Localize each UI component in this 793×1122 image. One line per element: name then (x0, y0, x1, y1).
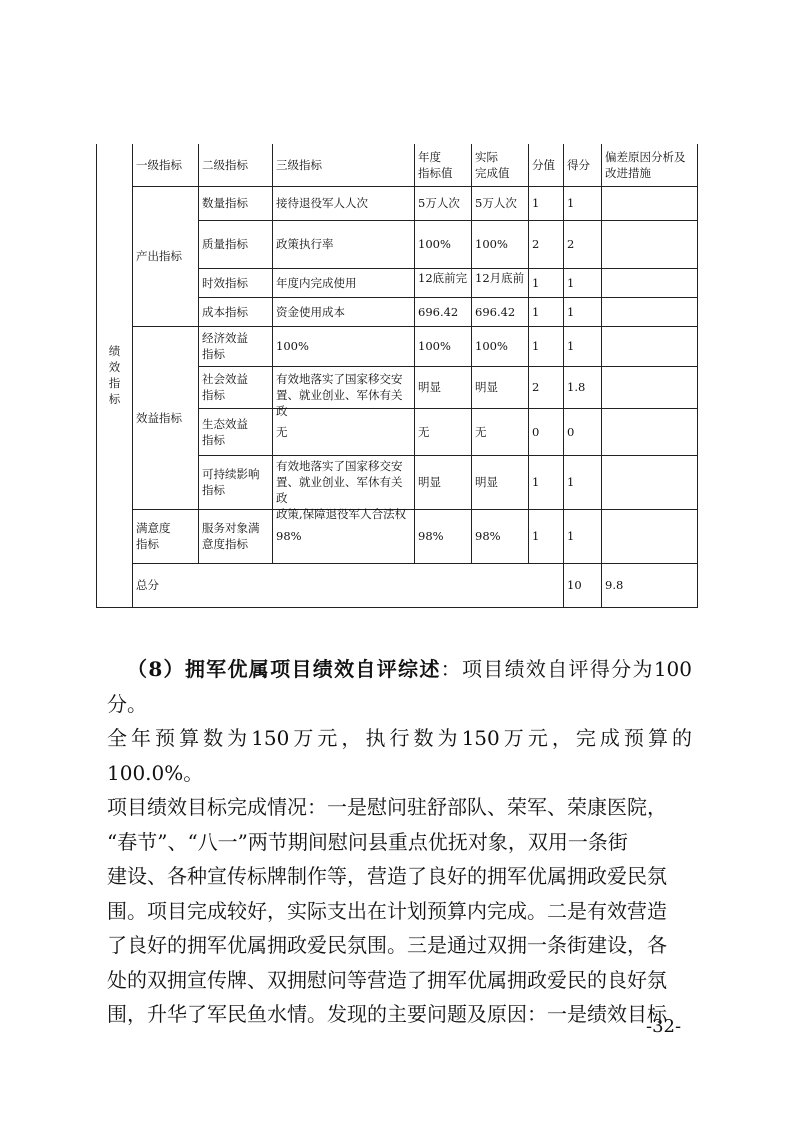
cell-level3: 年度内完成使用 (273, 268, 415, 297)
total-row (97, 563, 698, 607)
cell-deviation (602, 408, 698, 455)
cell-score: 1 (564, 326, 602, 366)
performance-table (96, 144, 698, 608)
cell-target: 98% (415, 509, 472, 563)
paragraph-line: 围。项目完成较好，实际支出在计划预算内完成。二是有效营造 (107, 898, 667, 923)
cell-actual: 100% (472, 220, 529, 268)
cell-value: 1 (529, 297, 564, 326)
paragraph-line: （8）拥军优属项目绩效自评综述：项目绩效自评得分为100分。 (107, 657, 692, 716)
cell-actual: 明显 (472, 455, 529, 509)
cell-level3: 100% (273, 326, 415, 366)
header-actual: 实际 完成值 (472, 144, 529, 186)
paragraph-line: 建设、各种宣传标牌制作等，营造了良好的拥军优属拥政爱民氛 (107, 864, 667, 888)
cell-deviation (602, 268, 698, 297)
summary-paragraph (107, 652, 692, 1032)
cell-target: 明显 (415, 366, 472, 408)
header-score-value: 分值 (529, 144, 564, 186)
cell-value: 1 (529, 326, 564, 366)
cell-target: 100% (415, 326, 472, 366)
output-group-cell: 产出指标 (133, 186, 199, 326)
cell-deviation (602, 220, 698, 268)
side-label-char: 绩 (108, 344, 121, 359)
cell-deviation (602, 366, 698, 408)
cell-actual: 98% (472, 509, 529, 563)
cell-value: 1 (529, 186, 564, 220)
header-score: 得分 (564, 144, 602, 186)
cell-level3: 资金使用成本 (273, 297, 415, 326)
page-number: -32- (646, 1016, 682, 1037)
cell-actual: 无 (472, 408, 529, 455)
cell-target: 明显 (415, 455, 472, 509)
header-level1: 一级指标 (133, 144, 199, 186)
cell-target: 无 (415, 408, 472, 455)
cell-score: 2 (564, 220, 602, 268)
cell-level2: 数量指标 (199, 186, 273, 220)
cell-level2: 社会效益 指标 (199, 366, 273, 408)
cell-score: 1 (564, 268, 602, 297)
section-heading: （8）拥军优属项目绩效自评综述 (127, 657, 441, 681)
cell-score: 1 (564, 186, 602, 220)
table-row (97, 326, 698, 366)
paragraph-line: “春节”、“八一”两节期间慰问县重点优抚对象，双用一条街 (107, 829, 628, 854)
header-level3: 三级指标 (273, 144, 415, 186)
side-label-char: 指 (108, 376, 121, 391)
side-label-char: 效 (108, 360, 121, 375)
performance-table-container (96, 144, 698, 608)
cell-score: 1 (564, 509, 602, 563)
cell-level2: 质量指标 (199, 220, 273, 268)
cell-level2: 服务对象满 意度指标 (199, 509, 273, 563)
cell-actual: 明显 (472, 366, 529, 408)
total-score: 9.8 (602, 563, 698, 607)
cell-deviation (602, 326, 698, 366)
paragraph-line: 处的双拥宣传牌、双拥慰问等营造了拥军优属拥政爱民的良好氛 (107, 967, 667, 992)
cell-value: 1 (529, 268, 564, 297)
cell-level2: 生态效益 指标 (199, 408, 273, 455)
header-row (97, 144, 698, 186)
cell-value: 1 (529, 509, 564, 563)
cell-value: 1 (529, 455, 564, 509)
cell-score: 0 (564, 408, 602, 455)
cell-value: 2 (529, 366, 564, 408)
cell-actual: 5万人次 (472, 186, 529, 220)
cell-level3: 98% (273, 509, 415, 563)
cell-actual: 696.42 (472, 297, 529, 326)
cell-deviation (602, 297, 698, 326)
table-row (97, 186, 698, 220)
cell-level3: 有效地落实了国家移交安 置、就业创业、军休有关政 (273, 366, 415, 408)
cell-level3: 无 (273, 408, 415, 455)
total-label: 总分 (133, 563, 564, 607)
paragraph-line: 围，升华了军民鱼水情。发现的主要问题及原因：一是绩效目标 (107, 1002, 667, 1026)
cell-level3: 接待退役军人人次 (273, 186, 415, 220)
cell-target: 5万人次 (415, 186, 472, 220)
header-deviation: 偏差原因分析及 改进措施 (602, 144, 698, 186)
cell-deviation (602, 186, 698, 220)
cell-level3: 有效地落实了国家移交安 置、就业创业、军休有关政 政策,保障退役军人合法权 (273, 455, 415, 509)
benefit-group-cell: 效益指标 (133, 326, 199, 509)
cell-actual: 12月底前 (472, 268, 529, 297)
header-level2: 二级指标 (199, 144, 273, 186)
cell-value: 2 (529, 220, 564, 268)
cell-target: 12底前完 (415, 268, 472, 297)
cell-score: 1 (564, 297, 602, 326)
cell-score: 1 (564, 455, 602, 509)
paragraph-line: 项目绩效目标完成情况：一是慰问驻舒部队、荣军、荣康医院， (107, 795, 667, 819)
total-value: 10 (564, 563, 602, 607)
cell-deviation (602, 455, 698, 509)
cell-deviation (602, 509, 698, 563)
paragraph-line: 了良好的拥军优属拥政爱民氛围。三是通过双拥一条街建设，各 (107, 933, 667, 957)
paragraph-line: 全年预算数为150万元，执行数为150万元，完成预算的100.0%。 (107, 726, 692, 785)
cell-actual: 100% (472, 326, 529, 366)
cell-target: 696.42 (415, 297, 472, 326)
cell-level2: 可持续影响 指标 (199, 455, 273, 509)
satisfaction-group-cell: 满意度 指标 (133, 509, 199, 563)
cell-level2: 经济效益 指标 (199, 326, 273, 366)
cell-level2: 时效指标 (199, 268, 273, 297)
side-label-cell (97, 144, 133, 607)
cell-target: 100% (415, 220, 472, 268)
header-annual-target: 年度 指标值 (415, 144, 472, 186)
cell-score: 1.8 (564, 366, 602, 408)
cell-level3: 政策执行率 (273, 220, 415, 268)
cell-value: 0 (529, 408, 564, 455)
side-label-char: 标 (108, 392, 121, 407)
cell-level2: 成本指标 (199, 297, 273, 326)
